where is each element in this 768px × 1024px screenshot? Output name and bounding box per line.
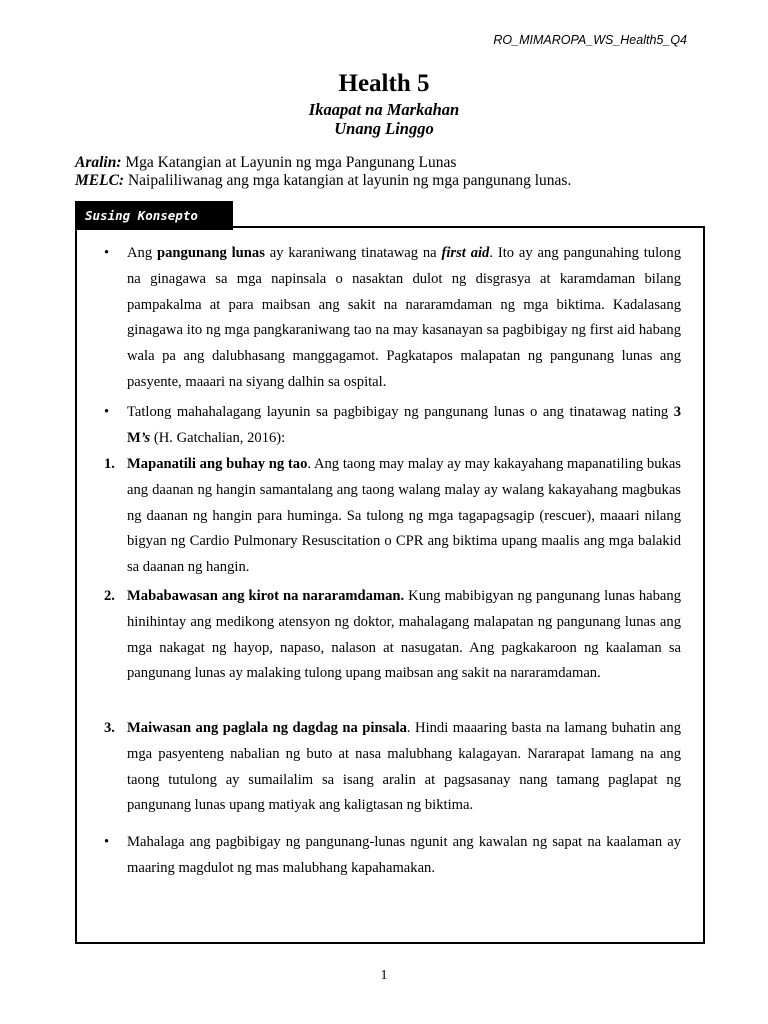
text-run: Tatlong mahahalagang layunin sa pagbibigay ng pangunang lunas o ang tinatawag nating xyxy=(127,404,674,420)
term-pangunang-lunas: pangunang lunas xyxy=(157,245,265,261)
list-item-mapanatili xyxy=(127,452,681,581)
page-number: 1 xyxy=(380,968,388,983)
document-title: Health 5 xyxy=(338,70,430,97)
item-text: . Hindi maaaring basta na lamang buhatin ang mga pasyenteng nabalian ng buto at nasa malubhang kalagayan. Nararapat lamang na ang taong tutulong ay sumailalim sa isang aralin at pagsasanay nang tamang paglapat ng pangunang lunas upang matiyak ang kaligtasan ng biktima. xyxy=(127,720,681,814)
list-item-maiwasan xyxy=(127,716,681,819)
term-first-aid: first aid xyxy=(441,245,490,261)
term-3-ms-suffix: ’s xyxy=(140,429,151,446)
text-run: . Ito ay ang pangunahing tulong na ginagawa sa mga napinsala o nasaktan dulot ng disgrasya at karamdaman bilang pampakalma at para maibsan ang sakit na nararamdaman ng mga biktima. Kadalasang ginagawa ito ng mga pangkaraniwang tao na may kasanayan sa pagbibigay ng first aid habang wala pa ang dalubhasang manggagamot. Pagkatapos malapatan ng pangunang lunas ang pasyente, maaari na siyang dalhin sa ospital. xyxy=(127,245,682,390)
quarter-subtitle: Ikaapat na Markahan xyxy=(308,100,460,119)
melc-line xyxy=(75,172,571,190)
melc-value: Naipaliliwanag ang mga katangian at layunin ng mga pangunang lunas. xyxy=(127,172,572,189)
aralin-value: Mga Katangian at Layunin ng mga Pangunang Lunas xyxy=(125,154,457,171)
list-number: 1. xyxy=(104,456,115,472)
bullet-marker: • xyxy=(104,834,110,850)
item-text: Kung mabibigyan ng pangunang lunas habang hinihintay ang medikong atensyon ng doktor, mahalagang malapatan ng pangunang lunas ang mga nakagat ng hayop, napaso, nalason at nasugatan. Ang pagkakaroon ng kaalaman sa pangunang lunas ay malaking tulong upang maibsan ang sakit na nararamdaman. xyxy=(127,588,681,682)
paragraph-first-aid-definition xyxy=(127,241,681,396)
paragraph-three-ms xyxy=(127,400,681,452)
list-number: 2. xyxy=(104,588,115,604)
text-run: ay karaniwang tinatawag na xyxy=(264,245,442,261)
item-heading: Mababawasan ang kirot na nararamdaman. xyxy=(127,588,405,604)
item-text: . Ang taong may malay ay may kakayahang mapanatiling bukas ang daanan ng hangin samantalang ang taong walang malay ay walang kakayahang magbukas ng daanan ng hangin para huminga. Sa tulong ng mga tagapagsagip (rescuer), maaari nilang bigyan ng Cardio Pulmonary Resuscitation o CPR ang biktima upang maalis ang mga balakid sa daanan ng hangin. xyxy=(127,456,681,576)
item-heading: Maiwasan ang paglala ng dagdag na pinsala xyxy=(127,720,407,736)
week-subtitle: Unang Linggo xyxy=(334,119,434,138)
melc-label: MELC: xyxy=(75,172,125,189)
aralin-line xyxy=(75,154,456,172)
term-3-ms: 3 M xyxy=(127,404,681,446)
document-code: RO_MIMAROPA_WS_Health5_Q4 xyxy=(493,33,687,47)
section-tab-susing-konsepto: Susing Konsepto xyxy=(75,201,233,230)
list-number: 3. xyxy=(104,720,115,736)
bullet-marker: • xyxy=(104,404,110,420)
text-run: (H. Gatchalian, 2016): xyxy=(150,429,286,446)
aralin-label: Aralin: xyxy=(75,154,122,171)
item-heading: Mapanatili ang buhay ng tao xyxy=(127,456,308,472)
bullet-marker: • xyxy=(104,245,110,261)
text-run: Ang xyxy=(127,245,157,261)
paragraph-conclusion: Mahalaga ang pagbibigay ng pangunang-lunas ngunit ang kawalan ng sapat na kaalaman ay maaring magdulot ng mas malubhang kapahamakan. xyxy=(127,834,681,876)
list-item-mababawasan xyxy=(127,584,681,687)
